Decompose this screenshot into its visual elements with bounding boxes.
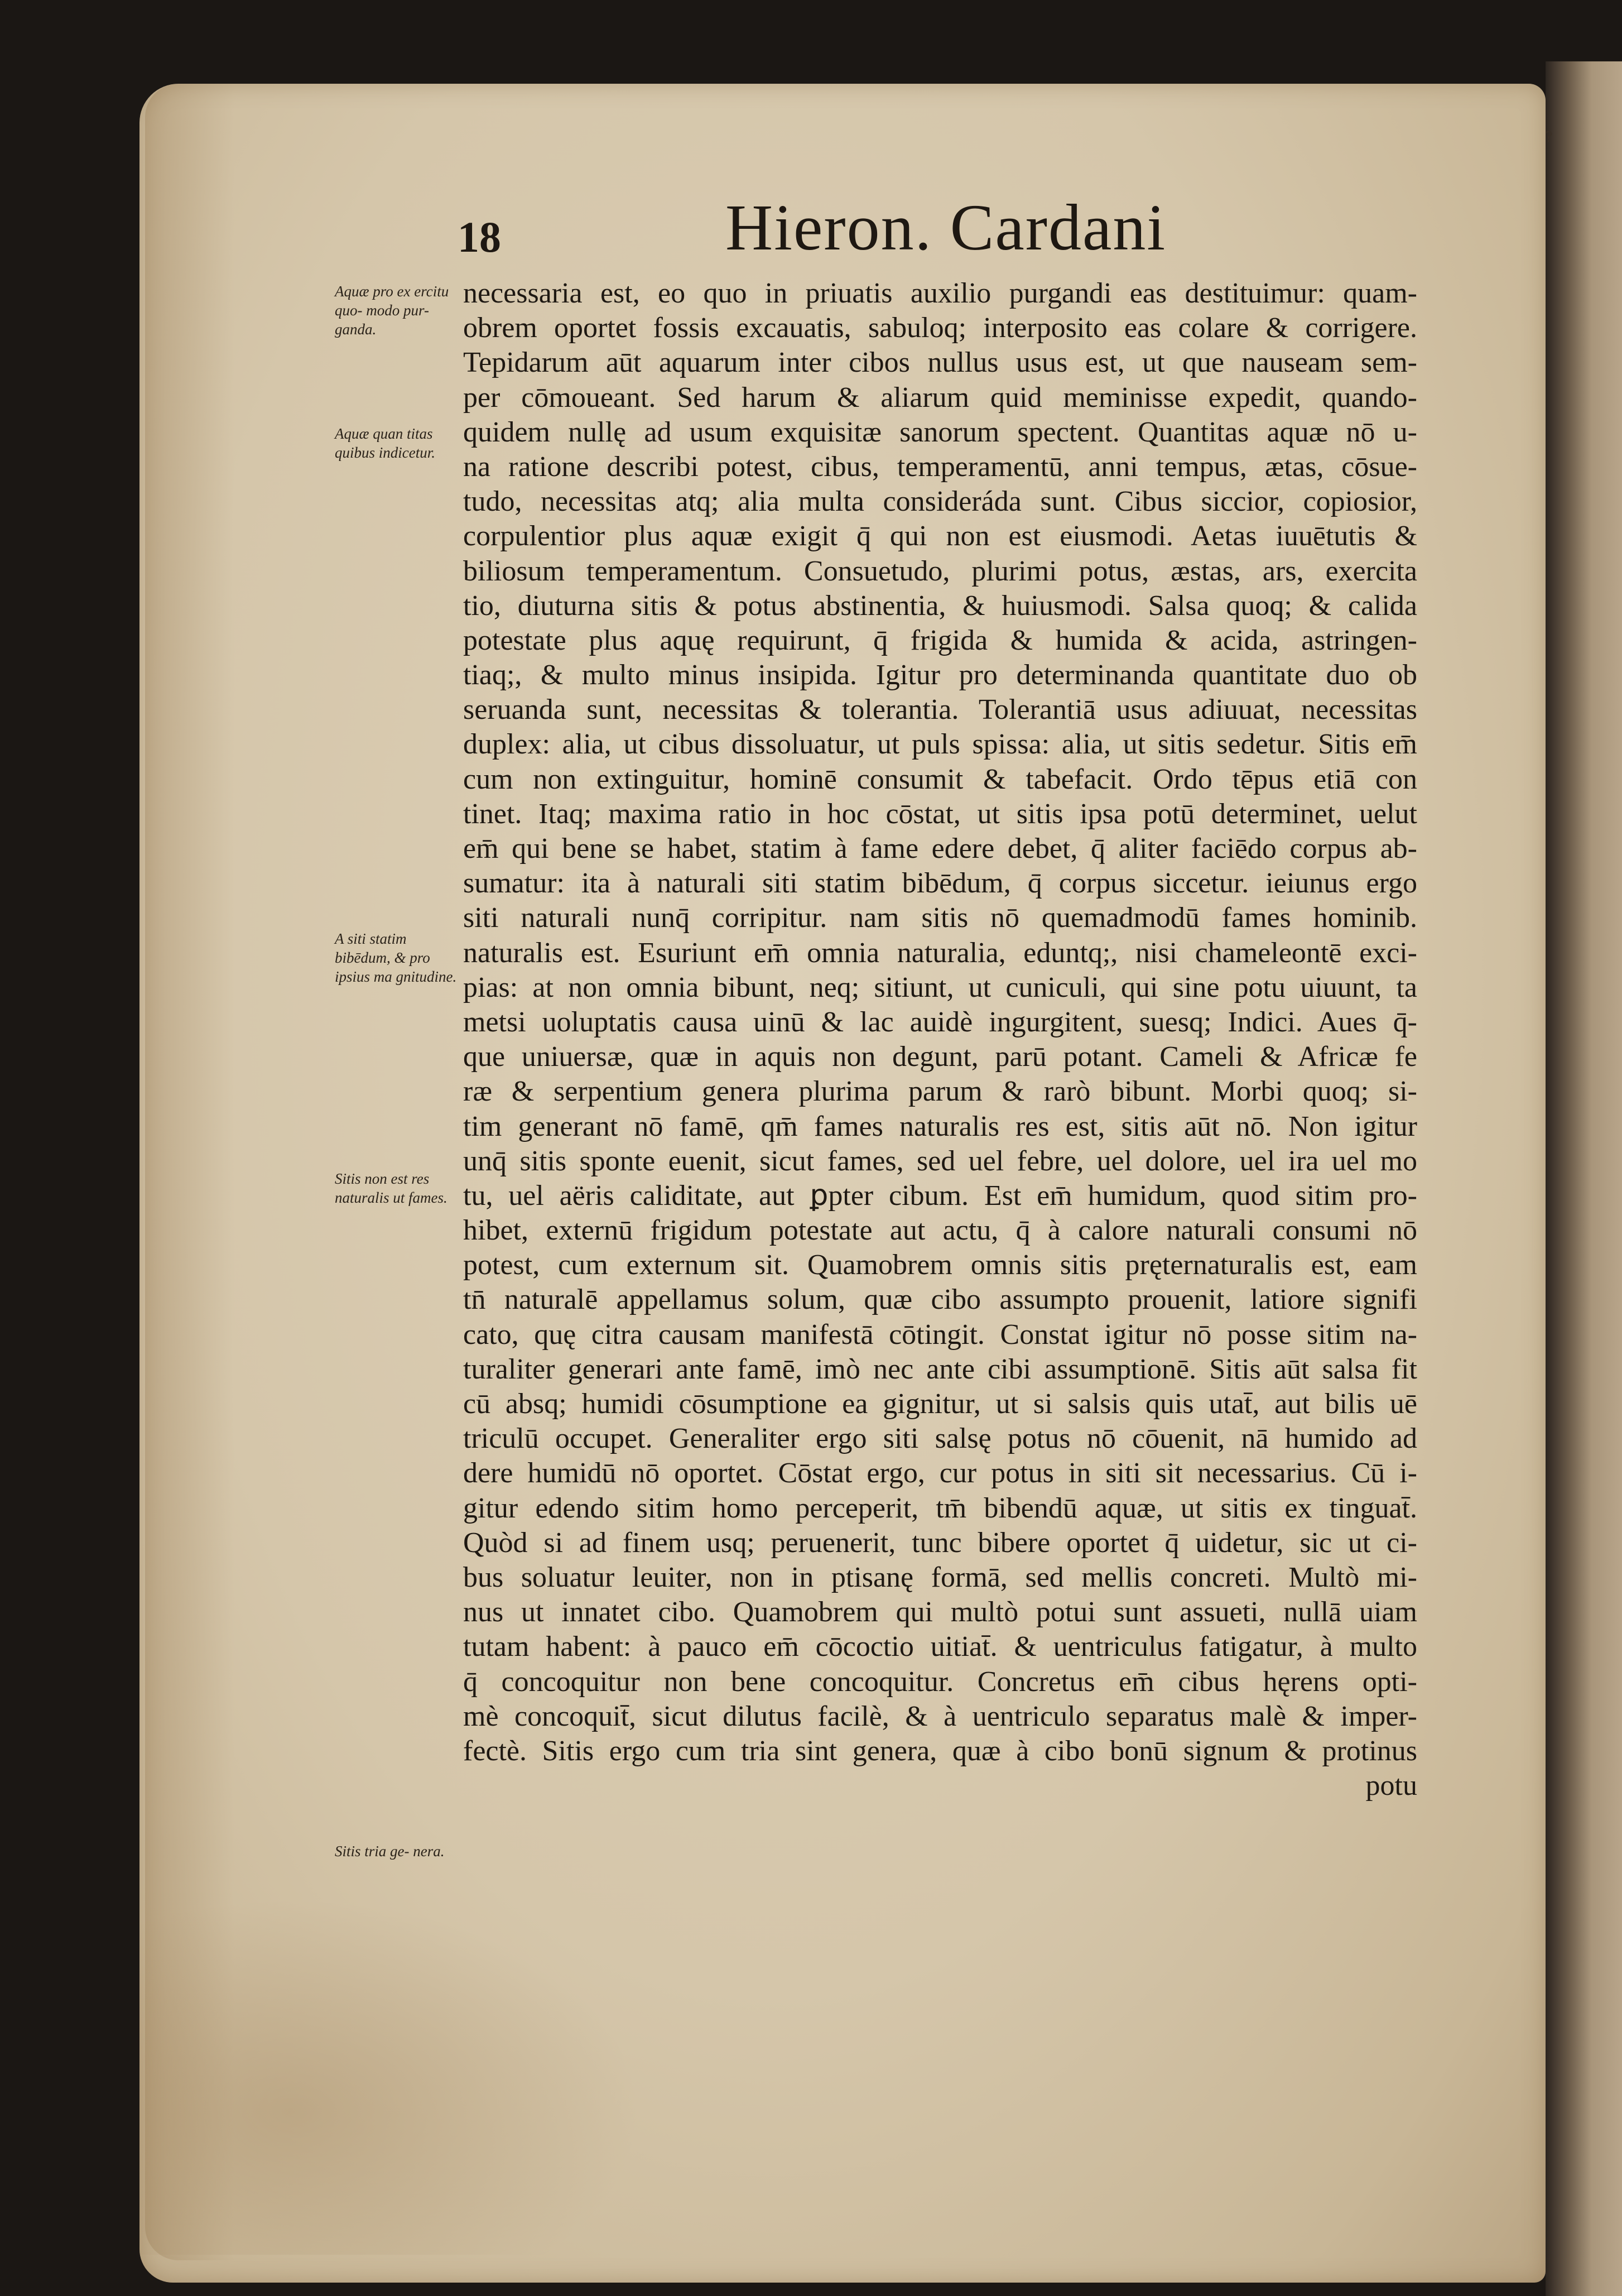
text-line: tio, diuturna sitis & potus abstinentia, & huiusmodi. Salsa quoq; & calida — [463, 589, 1417, 622]
text-line: nus ut innatet cibo. Quamobrem qui multò potui sunt assueti, nullā uiam — [463, 1596, 1417, 1629]
text-line: necessaria est, eo quo in priuatis auxilio purgandi eas destituimur: quam- — [463, 277, 1417, 309]
text-line: tinet. Itaq; maxima ratio in hoc cōstat, ut sitis ipsa potū determinet, uelut — [463, 798, 1417, 830]
text-line: ræ & serpentium genera plurima parum & rarò bibunt. Morbi quoq; si- — [463, 1075, 1417, 1108]
text-line: gitur edendo sitim homo perceperit, tm̄ bibendū aquæ, ut sitis ex tinguat̄. — [463, 1492, 1417, 1524]
text-line: hibet, externū frigidum potestate aut actu, q̄ à calore naturali consumi nō — [463, 1214, 1417, 1247]
text-line: turaliter generari ante famē, imò nec ante cibi assumptionē. Sitis aūt salsa fit — [463, 1353, 1417, 1385]
text-line: siti naturali nunq̄ corripitur. nam sitis nō quemadmodū fames hominib. — [463, 902, 1417, 934]
text-line: per cōmoueant. Sed harum & aliarum quid meminisse expedit, quando- — [463, 381, 1417, 414]
text-line: bus soluatur leuiter, non in ptisanę formā, sed mellis concreti. Multò mi- — [463, 1561, 1417, 1593]
main-text-block — [463, 276, 1417, 1803]
text-line: fectè. Sitis ergo cum tria sint genera, quæ à cibo bonū signum & protinus — [463, 1735, 1417, 1767]
text-line: em̄ qui bene se habet, statim à fame edere debet, q̄ aliter faciēdo corpus ab- — [463, 833, 1417, 864]
facing-page-edge — [1546, 61, 1622, 2296]
page-header — [0, 184, 1622, 273]
text-line: naturalis est. Esuriunt em̄ omnia naturalia, eduntq;, nisi chameleontē exci- — [463, 936, 1417, 969]
margin-note: Aquæ quan titas quibus indicetur. — [335, 425, 435, 461]
text-line: tu, uel aëris caliditate, aut ꝑpter cibum. Est em̄ humidum, quod sitim pro- — [463, 1179, 1417, 1212]
running-title: Hieron. Cardani — [725, 191, 1167, 264]
text-line: pias: at non omnia bibunt, neq; sitiunt, ut cuniculi, qui sine potu uiuunt, ta — [463, 971, 1417, 1003]
page-stain-bottom — [139, 1898, 642, 2255]
margin-note: Sitis tria ge- nera. — [335, 1843, 445, 1860]
text-line: seruanda sunt, necessitas & tolerantia. Tolerantiā usus adiuuat, necessitas — [463, 694, 1417, 726]
text-line: quidem nullę ad usum exquisitæ sanorum spectent. Quantitas aquæ nō u- — [463, 416, 1417, 448]
text-line: duplex: alia, ut cibus dissoluatur, ut puls spissa: alia, ut sitis sedetur. Sitis em̄ — [463, 728, 1417, 761]
margin-note: Aquæ pro ex ercitu quo- modo pur- ganda. — [335, 283, 449, 338]
margin-note: Sitis non est res naturalis ut fames. — [335, 1170, 447, 1206]
text-line: tiaq;, & multo minus insipida. Igitur pro determinanda quantitate duo ob — [463, 659, 1417, 691]
text-line: que uniuersæ, quæ in aquis non degunt, parū potant. Cameli & Africæ fe — [463, 1041, 1417, 1073]
text-line: tudo, necessitas atq; alia multa consideráda sunt. Cibus siccior, copiosior, — [463, 486, 1417, 518]
margin-note: A siti statim bibēdum, & pro ipsius ma gnitudine. — [335, 930, 457, 985]
folio-number: 18 — [458, 213, 501, 261]
text-line: obrem oportet fossis excauatis, sabuloq; interposito eas colare & corrigere. — [463, 312, 1417, 344]
text-line: q̄ concoquitur non bene concoquitur. Concretus em̄ cibus hęrens opti- — [463, 1665, 1417, 1698]
text-line: potest, cum externum sit. Quamobrem omnis sitis pręternaturalis est, eam — [463, 1249, 1417, 1281]
text-line: Quòd si ad finem usq; peruenerit, tunc bibere oportet q̄ uidetur, sic ut ci- — [463, 1526, 1417, 1559]
text-line: potestate plus aquę requirunt, q̄ frigida & humida & acida, astringen- — [463, 624, 1417, 656]
text-line: Tepidarum aūt aquarum inter cibos nullus usus est, ut que nauseam sem- — [463, 347, 1417, 379]
text-line: corpulentior plus aquæ exigit q̄ qui non est eiusmodi. Aetas iuuētutis & — [463, 520, 1417, 553]
text-line: tim generant nō famē, qm̄ fames naturalis res est, sitis aūt nō. Non igitur — [463, 1110, 1417, 1142]
text-line: mè concoquit̄, sicut dilutus facilè, & à uentriculo separatus malè & imper- — [463, 1700, 1417, 1732]
text-line: dere humidū nō oportet. Cōstat ergo, cur potus in siti sit necessarius. Cū i- — [463, 1457, 1417, 1490]
text-line: cū absq; humidi cōsumptione ea gignitur, ut si salsis quis utat̄, aut bilis uē — [463, 1388, 1417, 1420]
text-line: tn̄ naturalē appellamus solum, quæ cibo assumpto prouenit, latiore signifi — [463, 1284, 1417, 1316]
text-line: metsi uoluptatis causa uinū & lac auidè ingurgitent, suesq; Indici. Aues q̄- — [463, 1006, 1417, 1038]
text-line: sumatur: ita à naturali siti statim bibēdum, q̄ corpus siccetur. ieiunus ergo — [463, 867, 1417, 900]
text-line: biliosum temperamentum. Consuetudo, plurimi potus, æstas, ars, exercita — [463, 555, 1417, 587]
text-line: cato, quę citra causam manifestā cōtingit. Constat igitur nō posse sitim na- — [463, 1318, 1417, 1351]
catchword: potu — [1365, 1770, 1417, 1802]
text-line: cum non extinguitur, hominē consumit & tabefacit. Ordo tēpus etiā con — [463, 763, 1417, 795]
text-line: unq̄ sitis sponte euenit, sicut fames, sed uel febre, uel dolore, uel ira uel mo — [463, 1145, 1417, 1177]
text-line: na ratione describi potest, cibus, temperamentū, anni tempus, ætas, cōsue- — [463, 450, 1417, 483]
text-line: triculū occupet. Generaliter ergo siti salsę potus nō cōuenit, nā humido ad — [463, 1423, 1417, 1455]
text-line: tutam habent: à pauco em̄ cōcoctio uitiat̄. & uentriculus fatigatur, à multo — [463, 1631, 1417, 1663]
spine-mark: ? — [1546, 128, 1553, 146]
